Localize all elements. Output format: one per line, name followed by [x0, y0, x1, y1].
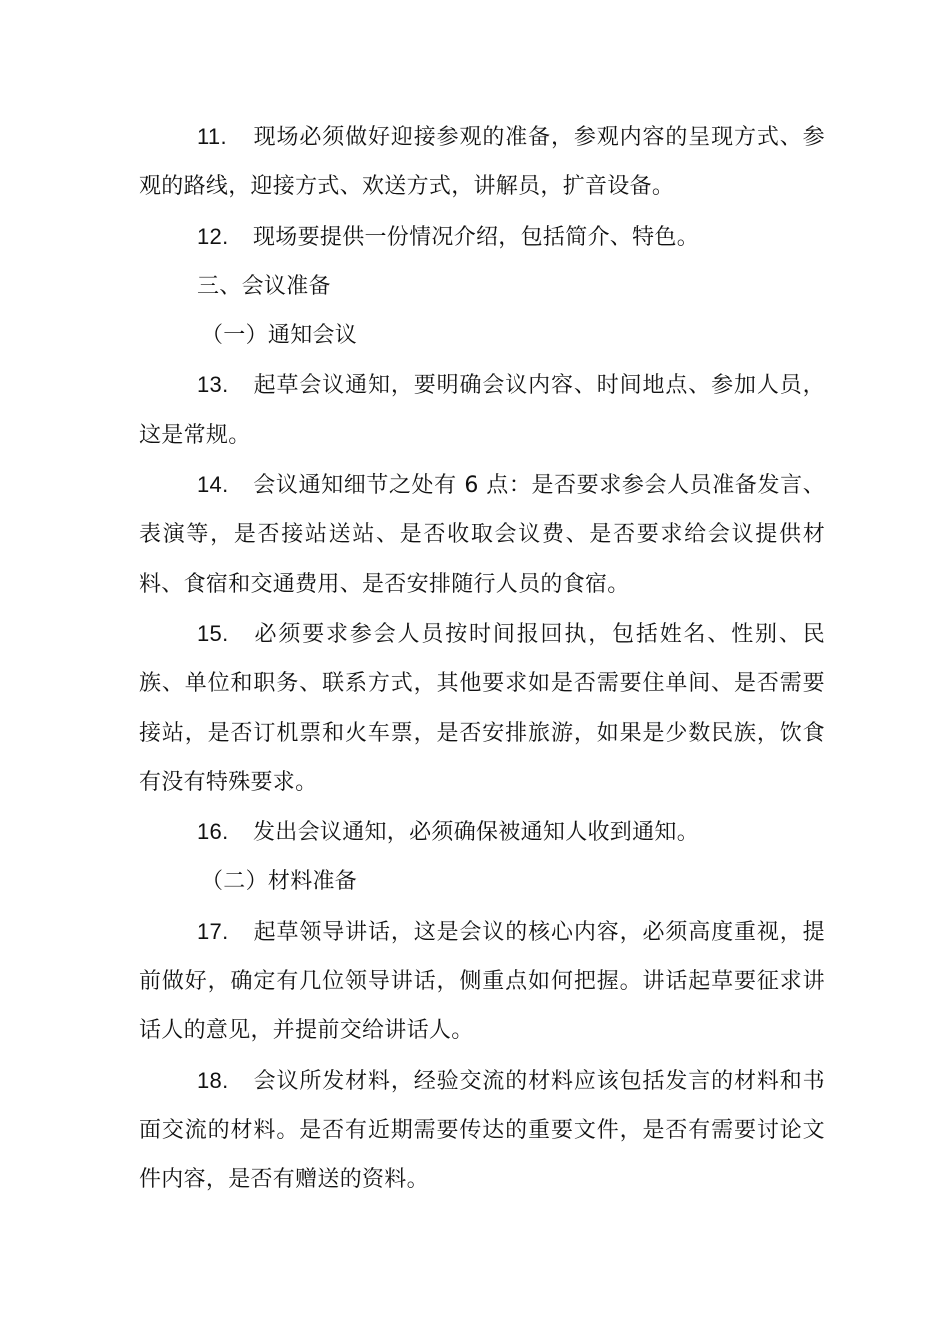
item-number: 15. — [197, 620, 229, 646]
item-text: 会议通知细节之处有 6 点：是否要求参会人员准备发言、表演等，是否接站送站、是否收取会议费、是否要求给会议提供材料、食宿和交通费用、是否安排随行人员的食宿。 — [139, 473, 825, 597]
item-number: 12. — [197, 223, 229, 249]
item-text: 起草领导讲话，这是会议的核心内容，必须高度重视，提前做好，确定有几位领导讲话，侧重点如何把握。讲话起草要征求讲话人的意见，并提前交给讲话人。 — [139, 919, 825, 1044]
paragraph-item-17 — [139, 907, 825, 1056]
paragraph-item-18 — [139, 1056, 825, 1205]
item-number: 13. — [197, 372, 229, 398]
item-number: 18. — [197, 1067, 229, 1093]
paragraph-item-13 — [139, 360, 825, 460]
section-heading — [139, 262, 825, 311]
item-text: 起草会议通知，要明确会议内容、时间地点、参加人员，这是常规。 — [139, 373, 825, 448]
item-number: 11. — [197, 124, 227, 149]
item-text: 现场要提供一份情况介绍，包括简介、特色。 — [253, 224, 700, 250]
subsection-heading-text: （一）通知会议 — [201, 323, 358, 349]
paragraph-item-16 — [139, 807, 825, 857]
item-text: 发出会议通知，必须确保被通知人收到通知。 — [253, 820, 700, 846]
document-body — [139, 112, 825, 1205]
item-number: 14. — [197, 472, 229, 498]
paragraph-item-11 — [139, 112, 825, 212]
item-text: 现场必须做好迎接参观的准备，参观内容的呈现方式、参观的路线，迎接方式、欢送方式，讲解员，扩音设备。 — [139, 125, 825, 200]
subsection-heading-materials — [139, 857, 825, 906]
item-text: 必须要求参会人员按时间报回执，包括姓名、性别、民族、单位和职务、联系方式，其他要求如是否需要住单间、是否需要接站，是否订机票和火车票，是否安排旅游，如果是少数民族，饮食有没有特殊要求。 — [139, 621, 825, 795]
subsection-heading-notice — [139, 311, 825, 360]
item-number: 17. — [197, 918, 229, 944]
item-text: 会议所发材料，经验交流的材料应该包括发言的材料和书面交流的材料。是否有近期需要传达的重要文件，是否有需要讨论文件内容，是否有赠送的资料。 — [139, 1068, 825, 1193]
item-number: 16. — [197, 819, 229, 845]
paragraph-item-15 — [139, 609, 825, 807]
section-heading-text: 三、会议准备 — [197, 273, 331, 299]
paragraph-item-12 — [139, 212, 825, 262]
paragraph-item-14 — [139, 460, 825, 609]
subsection-heading-text: （二）材料准备 — [201, 869, 358, 895]
